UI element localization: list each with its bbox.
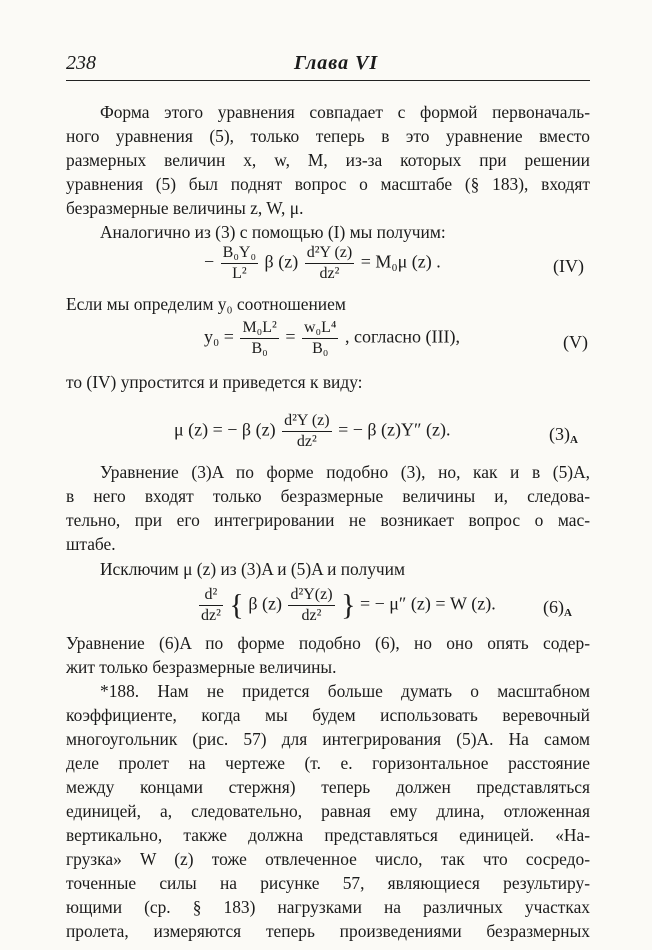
- text-line: между концами стержня) теперь должен представляться: [66, 777, 590, 797]
- eq-rhs: = M₀μ (z) .: [360, 251, 441, 272]
- numerator: d²Y(z): [288, 585, 334, 606]
- equation-number: [543, 595, 572, 625]
- text-line: тельно, при его интегрировании не возникает вопрос о мас-: [66, 510, 590, 530]
- equation-number-sub: A: [570, 434, 578, 446]
- eq-tail: , согласно (III),: [344, 326, 460, 347]
- numerator: d²Y (z): [282, 411, 332, 432]
- close-brace: }: [341, 588, 356, 622]
- eq-rhs: = − β (z)Y″ (z).: [338, 419, 451, 440]
- eq-term: β (z): [248, 593, 282, 614]
- text-line: многоугольник (рис. 57) для интегрирования (5)A. На самом: [66, 729, 590, 749]
- eq-lhs: y₀ =: [204, 326, 234, 347]
- denominator: dz²: [201, 607, 221, 624]
- fraction: [302, 318, 338, 359]
- numerator: d²: [199, 585, 223, 606]
- text-line: уравнения (5) был поднят вопрос о масштабе (§ 183), входят: [66, 174, 590, 194]
- eq-lhs: μ (z) = − β (z): [174, 419, 276, 440]
- equation-number: [549, 422, 578, 452]
- text-line: грузка» W (z) тоже отвлеченное число, так что сосредо-: [66, 849, 590, 869]
- text-line: в него входят только безразмерные величины и, следова-: [66, 486, 590, 506]
- open-brace: {: [229, 588, 244, 622]
- eq-rhs: = − μ″ (z) = W (z).: [359, 593, 496, 614]
- equation-v: [204, 318, 460, 359]
- denominator: B₀: [312, 340, 329, 357]
- page-number: 238: [66, 52, 96, 74]
- equation-number-main: (3): [549, 424, 570, 444]
- fraction: [282, 411, 332, 452]
- text-line: Если мы определим y₀ соотношением: [66, 294, 346, 314]
- running-header: [66, 52, 590, 78]
- denominator: L²: [232, 265, 247, 282]
- header-rule: [66, 80, 590, 81]
- eq-sign: =: [285, 326, 296, 347]
- chapter-title: Глава VI: [294, 52, 379, 74]
- text-line: Форма этого уравнения совпадает с формой первоначаль-: [100, 102, 590, 122]
- equation-iv: [204, 243, 441, 284]
- numerator: B₀Y₀: [221, 243, 258, 264]
- numerator: w₀L⁴: [302, 318, 338, 339]
- text-line: ющими (ср. § 183) нагрузками на различных участках: [66, 897, 590, 917]
- text-line: штабе.: [66, 534, 116, 554]
- text-line: вертикально, также должна представляться единицей. «На-: [66, 825, 590, 845]
- text-line: Уравнение (6)A по форме подобно (6), но оно опять содер-: [66, 633, 590, 653]
- denominator: dz²: [301, 607, 322, 624]
- numerator: d²Y (z): [305, 243, 355, 264]
- text-line: ного уравнения (5), только теперь в это уравнение вместо: [66, 126, 590, 146]
- numerator: M₀L²: [240, 318, 278, 339]
- equation-number-sub: A: [564, 607, 572, 619]
- denominator: dz²: [296, 433, 317, 450]
- eq-term: β (z): [264, 251, 299, 272]
- text-line: пролета, измеряются теперь произведениями безразмерных: [66, 921, 590, 941]
- fraction: [199, 585, 223, 626]
- equation-number-main: (6): [543, 597, 564, 617]
- text-line: Исключим μ (z) из (3)A и (5)A и получим: [100, 559, 405, 579]
- text-line: Аналогично из (3) с помощью (I) мы получим:: [100, 222, 446, 242]
- text-line: то (IV) упростится и приведется к виду:: [66, 372, 363, 392]
- text-line: точенные силы на рисунке 57, являющиеся результиру-: [66, 873, 590, 893]
- equation-3a: [174, 411, 451, 452]
- text-line: Уравнение (3)A по форме подобно (3), но, как и в (5)A,: [100, 462, 590, 482]
- fraction: [240, 318, 278, 359]
- fraction: [221, 243, 258, 284]
- denominator: dz²: [319, 265, 340, 282]
- text-line: жит только безразмерные величины.: [66, 657, 337, 677]
- text-line: деле пролет на чертеже (т. е. горизонтальное расстояние: [66, 753, 590, 773]
- equation-number: (IV): [553, 256, 584, 276]
- fraction: [288, 585, 334, 626]
- eq-minus: −: [204, 251, 215, 272]
- text-line: размерных величин x, w, M, из-за которых при решении: [66, 150, 590, 170]
- equation-6a: [197, 585, 496, 626]
- text-line: единицей, а, следовательно, равная ему длина, отложенная: [66, 801, 590, 821]
- denominator: B₀: [251, 340, 268, 357]
- text-line: безразмерные величины z, W, μ.: [66, 198, 304, 218]
- equation-number: (V): [563, 332, 588, 352]
- fraction: [305, 243, 355, 284]
- text-line: коэффициенте, когда мы будем использовать веревочный: [66, 705, 590, 725]
- text-line: *188. Нам не придется больше думать о масштабном: [100, 681, 590, 701]
